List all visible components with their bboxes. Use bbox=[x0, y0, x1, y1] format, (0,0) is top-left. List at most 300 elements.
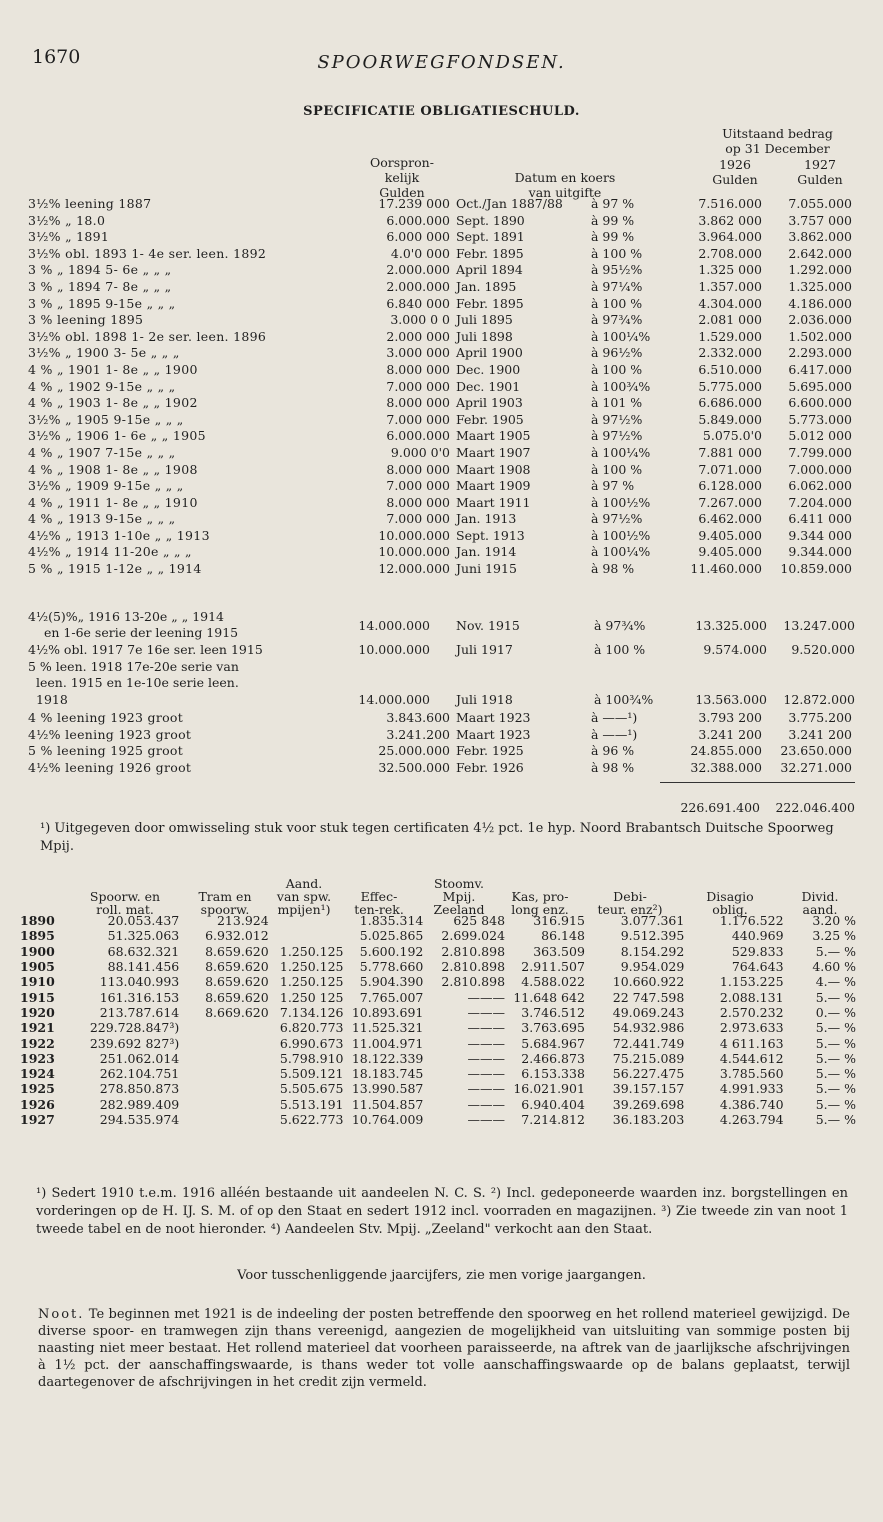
cell-1926: 3.793 200 bbox=[698, 710, 762, 725]
cell-rail: 294.535.974 bbox=[99, 1112, 180, 1127]
footnote-1: ¹) Uitgegeven door omwisseling stuk voor stuk tegen certificaten 4½ pct. 1e hyp. Noord Brabantsch Duitsche Spoorweg Mpij. bbox=[40, 821, 834, 854]
table-row bbox=[20, 974, 860, 989]
table-row bbox=[20, 959, 860, 974]
cell-cash: 6.153.338 bbox=[521, 1066, 585, 1082]
cell-shares: 5.509.121 bbox=[279, 1066, 344, 1082]
cell-original: 32.500.000 bbox=[378, 759, 450, 775]
row-1916-1927: 13.247.000 bbox=[783, 618, 855, 633]
cell-original: 3.241.200 bbox=[386, 726, 450, 742]
cell-shares: 5.505.675 bbox=[279, 1081, 344, 1097]
cell-date: Juni 1915 bbox=[456, 561, 517, 577]
cell-1927: 10.859.000 bbox=[780, 561, 852, 577]
cell-date: Sept. 1913 bbox=[456, 527, 525, 543]
cell-description: 4 % „ 1902 9-15e „ „ „ bbox=[28, 378, 176, 394]
table-row bbox=[28, 196, 858, 213]
t2-header-securities: Effec- ten-rek. bbox=[354, 889, 404, 917]
t2-header-steamship: Stoomv. Mpij. Zeeland bbox=[433, 876, 485, 917]
cell-1926: 24.855.000 bbox=[690, 743, 762, 759]
cell-1927: 1.325.000 bbox=[788, 278, 852, 294]
cell-shares: 7.134.126 bbox=[279, 1004, 344, 1020]
cell-disagio: 4.544.612 bbox=[719, 1050, 784, 1066]
row-1916-original: 14.000.000 bbox=[358, 618, 430, 633]
cell-rate: à ——¹) bbox=[591, 710, 638, 725]
cell-rate: à 100 % bbox=[591, 295, 643, 311]
cell-shares bbox=[273, 913, 348, 928]
page-number: 1670 bbox=[32, 46, 81, 68]
cell-description: 3 % leening 1895 bbox=[28, 312, 144, 328]
cell-description: 4½% leening 1923 groot bbox=[28, 726, 192, 742]
cell-year: 1925 bbox=[20, 1081, 55, 1097]
cell-description: 3 % „ 1894 7- 8e „ „ „ bbox=[28, 278, 172, 294]
cell-cash: 11.648 642 bbox=[513, 989, 585, 1005]
cell-1926: 9.405.000 bbox=[698, 527, 762, 543]
row-1917-1927: 9.520.000 bbox=[791, 642, 855, 657]
cell-tram bbox=[183, 1051, 272, 1066]
cell-steamship: ——— bbox=[467, 989, 506, 1005]
cell-disagio: 1.153.225 bbox=[719, 974, 784, 990]
table-row bbox=[28, 362, 858, 379]
cell-cash: 316.915 bbox=[533, 913, 585, 929]
cell-1927: 9.344 000 bbox=[788, 527, 852, 543]
cell-1927: 5.012 000 bbox=[788, 428, 852, 444]
cell-1927: 3.862.000 bbox=[788, 229, 852, 245]
cell-1927: 32.271.000 bbox=[780, 759, 852, 775]
cell-1926: 3.964.000 bbox=[698, 229, 762, 245]
cell-year: 1921 bbox=[20, 1020, 55, 1036]
cell-cash: 2.466.873 bbox=[521, 1050, 585, 1066]
cell-date: Jan. 1914 bbox=[456, 544, 517, 560]
cell-description: 4½% leening 1926 groot bbox=[28, 759, 192, 775]
note-label: Noot. bbox=[38, 1307, 85, 1322]
cell-1927: 6.600.000 bbox=[788, 395, 852, 411]
cell-1927: 6.417.000 bbox=[788, 361, 852, 377]
cell-disagio: 4 611.163 bbox=[719, 1035, 784, 1051]
cell-1926: 3.862 000 bbox=[698, 212, 762, 228]
cell-description: 4 % „ 1908 1- 8e „ „ 1908 bbox=[28, 461, 198, 477]
cell-rate: à 100 % bbox=[591, 361, 643, 377]
cell-tram: 213.924 bbox=[216, 913, 269, 929]
cell-date: Febr. 1905 bbox=[456, 411, 524, 427]
cell-shares: 1.250.125 bbox=[279, 959, 344, 975]
table-row bbox=[28, 312, 858, 329]
cell-shares: 6.990.673 bbox=[279, 1035, 344, 1051]
cell-1926: 2.708.000 bbox=[698, 245, 762, 261]
row-1916-1926: 13.325.000 bbox=[695, 618, 767, 633]
cell-tram bbox=[183, 1112, 272, 1127]
cell-1926: 2.081 000 bbox=[698, 312, 762, 328]
cell-date: Maart 1911 bbox=[456, 494, 531, 510]
cell-description: 3½% obl. 1898 1- 2e ser. leen. 1896 bbox=[28, 328, 267, 344]
cell-rail: 239.692 827³) bbox=[89, 1035, 180, 1051]
cell-description: 4 % „ 1907 7-15e „ „ „ bbox=[28, 444, 176, 460]
cell-shares: 1.250.125 bbox=[279, 943, 344, 959]
cell-securities: 5.600.192 bbox=[359, 943, 424, 959]
see-previous-note: Voor tusschenliggende jaarcijfers, zie men vorige jaargangen. bbox=[237, 1268, 646, 1283]
cell-1926: 1.325 000 bbox=[698, 262, 762, 278]
cell-1927: 1.292.000 bbox=[788, 262, 852, 278]
cell-rate: à 100½% bbox=[591, 527, 651, 543]
cell-rate: à ——¹) bbox=[591, 726, 638, 742]
cell-date: Maart 1905 bbox=[456, 428, 531, 444]
cell-securities: 5.904.390 bbox=[359, 974, 424, 990]
footnote-2: ¹) Sedert 1910 t.e.m. 1916 alléén bestaande uit aandeelen N. C. S. ²) Incl. gedeponeerde waarden inz. borgstellingen en vorderingen op de H. IJ. S. M. of op den Staat en sedert 1912 incl. voorraden en magazijnen. ³) Zie tweede zin van noot 1 tweede tabel en de noot hieronder. ⁴) Aandeelen Stv. Mpij. „Zeeland" verkocht aan den Staat. bbox=[36, 1186, 848, 1237]
cell-debtors: 39.269.698 bbox=[612, 1096, 685, 1112]
cell-1927: 5.773.000 bbox=[788, 411, 852, 427]
cell-rail: 88.141.456 bbox=[107, 959, 180, 975]
cell-1926: 3.241 200 bbox=[698, 726, 762, 742]
cell-cash: 3.763.695 bbox=[521, 1020, 585, 1036]
cell-1927: 3.757 000 bbox=[788, 212, 852, 228]
table-row bbox=[20, 944, 860, 959]
cell-disagio: 2.570.232 bbox=[719, 1004, 784, 1020]
cell-original: 8.000 000 bbox=[386, 494, 450, 510]
cell-dividend: 3.25 % bbox=[812, 928, 856, 944]
cell-rate: à 99 % bbox=[591, 212, 635, 228]
table-row bbox=[20, 1005, 860, 1020]
cell-tram: 8.659.620 bbox=[205, 943, 269, 959]
cell-1927: 2.642.000 bbox=[788, 245, 852, 261]
cell-year: 1926 bbox=[20, 1096, 55, 1112]
cell-securities: 7.765.007 bbox=[359, 989, 424, 1005]
cell-rail: 20.053.437 bbox=[107, 913, 180, 929]
cell-original: 6.000.000 bbox=[386, 212, 450, 228]
cell-rail: 278.850.873 bbox=[99, 1081, 180, 1097]
bond-debt-table bbox=[28, 196, 858, 578]
table-row bbox=[20, 989, 860, 1004]
cell-original: 25.000.000 bbox=[378, 743, 450, 759]
cell-description: 4 % „ 1911 1- 8e „ „ 1910 bbox=[28, 494, 198, 510]
cell-date: Febr. 1926 bbox=[456, 759, 524, 775]
cell-steamship: 2.810.898 bbox=[441, 974, 506, 990]
cell-1926: 6.128.000 bbox=[698, 478, 762, 494]
cell-dividend: 5.— % bbox=[815, 1035, 856, 1051]
cell-description: 3½% „ 18.0 bbox=[28, 212, 106, 228]
cell-steamship: 2.699.024 bbox=[441, 928, 506, 944]
cell-1926: 6.462.000 bbox=[698, 511, 762, 527]
cell-disagio: 2.973.633 bbox=[719, 1020, 784, 1036]
cell-rate: à 97 % bbox=[591, 478, 635, 494]
row-1917-1926: 9.574.000 bbox=[703, 642, 767, 657]
cell-debtors: 36.183.203 bbox=[612, 1112, 685, 1127]
table-row bbox=[20, 1066, 860, 1081]
table-row bbox=[28, 478, 858, 495]
cell-rate: à 100 % bbox=[591, 461, 643, 477]
t2-header-rail: Spoorw. en roll. mat. bbox=[89, 889, 161, 917]
cell-disagio: 1.176.522 bbox=[719, 913, 784, 929]
cell-tram: 8.669.620 bbox=[205, 1004, 269, 1020]
cell-tram bbox=[183, 1035, 272, 1050]
cell-1926: 5.775.000 bbox=[698, 378, 762, 394]
table-row bbox=[28, 561, 858, 578]
totals-rule bbox=[660, 782, 855, 783]
cell-rate: à 97¼% bbox=[591, 278, 643, 294]
table-row bbox=[28, 246, 858, 263]
cell-steamship: ——— bbox=[467, 1050, 506, 1066]
cell-cash: 5.684.967 bbox=[521, 1035, 585, 1051]
cell-original: 6.840 000 bbox=[386, 295, 450, 311]
cell-year: 1910 bbox=[20, 974, 55, 990]
cell-1927: 3.775.200 bbox=[788, 710, 852, 725]
table-row bbox=[28, 528, 858, 545]
cell-rate: à 100 % bbox=[591, 245, 643, 261]
total-1926: 226.691.400 bbox=[680, 800, 760, 815]
cell-rate: à 100¼% bbox=[591, 328, 651, 344]
cell-description: 3½% „ 1909 9-15e „ „ „ bbox=[28, 478, 184, 494]
cell-debtors: 56.227.475 bbox=[612, 1066, 685, 1082]
cell-disagio: 440.969 bbox=[731, 928, 784, 944]
row-1918-desc-2: leen. 1915 en 1e-10e serie leen. bbox=[36, 675, 239, 690]
cell-description: 5 % leening 1925 groot bbox=[28, 743, 184, 759]
row-1917-rate: à 100 % bbox=[594, 642, 646, 657]
cell-shares: 5.798.910 bbox=[279, 1050, 344, 1066]
cell-debtors: 9.954.029 bbox=[620, 959, 685, 975]
cell-securities: 11.504.857 bbox=[351, 1096, 424, 1112]
cell-date: Dec. 1901 bbox=[456, 378, 521, 394]
cell-rail: 251.062.014 bbox=[99, 1050, 180, 1066]
cell-1927: 2.036.000 bbox=[788, 312, 852, 328]
cell-rate: à 100¼% bbox=[591, 544, 651, 560]
cell-dividend: 0.— % bbox=[815, 1004, 856, 1020]
table-row bbox=[28, 412, 858, 429]
cell-debtors: 39.157.157 bbox=[612, 1081, 685, 1097]
cell-dividend: 5.— % bbox=[815, 1081, 856, 1097]
cell-1926: 7.516.000 bbox=[698, 196, 762, 211]
cell-1926: 32.388.000 bbox=[690, 759, 762, 775]
cell-cash: 86.148 bbox=[541, 928, 585, 944]
cell-cash: 16.021.901 bbox=[513, 1081, 585, 1097]
cell-description: 3 % „ 1894 5- 6e „ „ „ bbox=[28, 262, 172, 278]
table-row bbox=[28, 279, 858, 296]
cell-1927: 6.062.000 bbox=[788, 478, 852, 494]
table-row bbox=[20, 1035, 860, 1050]
cell-original: 10.000.000 bbox=[378, 544, 450, 560]
cell-dividend: 5.— % bbox=[815, 1066, 856, 1082]
table-row bbox=[20, 1081, 860, 1096]
cell-date: Sept. 1891 bbox=[456, 229, 525, 245]
table-row bbox=[28, 229, 858, 246]
cell-1926: 6.510.000 bbox=[698, 361, 762, 377]
note-text: Te beginnen met 1921 is de indeeling der posten betreffende den spoorweg en het rollend materieel gewijzigd. De diverse spoor- en tramwegen zijn thans vereenigd, aangezien de mogelijkheid van uitsluiting van sommige posten bij naasting niet meer bestaat. Het rollend materieel dat voorheen paraisseerde, na aftrek van de jaarlijksche afschrijvingen à 1½ pct. der aanschaffingswaarde, is thans weder tot volle aanschaffingswaarde op de balans geplaatst, terwijl daartegenover de afschrijvingen in het credit zijn vermeld. bbox=[38, 1307, 850, 1390]
cell-year: 1923 bbox=[20, 1050, 55, 1066]
cell-1927: 2.293.000 bbox=[788, 345, 852, 361]
cell-cash: 3.746.512 bbox=[521, 1004, 585, 1020]
cell-description: 3½% „ 1891 bbox=[28, 229, 110, 245]
cell-date: Maart 1909 bbox=[456, 478, 531, 494]
section-title: SPECIFICATIE OBLIGATIESCHULD. bbox=[303, 104, 580, 119]
cell-rate: à 98 % bbox=[591, 561, 635, 577]
table-row bbox=[28, 462, 858, 479]
cell-securities: 11.004.971 bbox=[351, 1035, 424, 1051]
cell-debtors: 8.154.292 bbox=[620, 943, 685, 959]
cell-cash: 363.509 bbox=[533, 943, 585, 959]
cell-rate: à 101 % bbox=[591, 395, 643, 411]
cell-cash: 2.911.507 bbox=[521, 959, 585, 975]
cell-1927: 7.799.000 bbox=[788, 444, 852, 460]
cell-original: 7.000 000 bbox=[386, 411, 450, 427]
cell-shares: 1.250.125 bbox=[279, 974, 344, 990]
cell-1927: 6.411 000 bbox=[788, 511, 852, 527]
cell-tram bbox=[183, 1020, 272, 1035]
cell-1927: 7.000.000 bbox=[788, 461, 852, 477]
cell-original: 7.000 000 bbox=[386, 478, 450, 494]
cell-tram bbox=[183, 1097, 272, 1112]
header-outstanding: Uitstaand bedrag op 31 December bbox=[722, 126, 833, 156]
cell-shares: 1.250 125 bbox=[279, 989, 344, 1005]
table-row bbox=[28, 445, 858, 462]
cell-dividend: 5.— % bbox=[815, 943, 856, 959]
cell-securities: 5.778.660 bbox=[359, 959, 424, 975]
cell-debtors: 10.660.922 bbox=[612, 974, 685, 990]
t2-header-dividend: Divid. aand. bbox=[801, 889, 839, 917]
table-row bbox=[28, 511, 858, 528]
cell-shares bbox=[273, 928, 348, 943]
cell-1927: 5.695.000 bbox=[788, 378, 852, 394]
cell-date: Dec. 1900 bbox=[456, 361, 521, 377]
cell-1927: 4.186.000 bbox=[788, 295, 852, 311]
cell-1927: 9.344.000 bbox=[788, 544, 852, 560]
cell-original: 2.000.000 bbox=[386, 278, 450, 294]
cell-disagio: 3.785.560 bbox=[719, 1066, 784, 1082]
cell-1926: 1.357.000 bbox=[698, 278, 762, 294]
table-row bbox=[20, 913, 860, 928]
cell-year: 1920 bbox=[20, 1004, 55, 1020]
cell-steamship: ——— bbox=[467, 1081, 506, 1097]
cell-cash: 6.940.404 bbox=[521, 1096, 585, 1112]
cell-securities: 10.764.009 bbox=[351, 1112, 424, 1127]
cell-original: 7.000 000 bbox=[386, 511, 450, 527]
cell-year: 1895 bbox=[20, 928, 55, 944]
row-1917-date: Juli 1917 bbox=[456, 642, 513, 657]
cell-1926: 7.881 000 bbox=[698, 444, 762, 460]
table-row bbox=[28, 710, 858, 727]
cell-date: Maart 1923 bbox=[456, 710, 531, 725]
cell-date: Sept. 1890 bbox=[456, 212, 525, 228]
cell-rail: 113.040.993 bbox=[99, 974, 180, 990]
table-row bbox=[28, 727, 858, 744]
table-row bbox=[28, 329, 858, 346]
cell-original: 8.000 000 bbox=[386, 461, 450, 477]
cell-1926: 4.304.000 bbox=[698, 295, 762, 311]
table-row bbox=[28, 213, 858, 230]
cell-1927: 3.241 200 bbox=[788, 726, 852, 742]
cell-dividend: 4.60 % bbox=[812, 959, 856, 975]
cell-1927: 7.204.000 bbox=[788, 494, 852, 510]
cell-tram: 8.659.620 bbox=[205, 989, 269, 1005]
table-row bbox=[20, 1097, 860, 1112]
table-row bbox=[28, 395, 858, 412]
cell-securities: 10.893.691 bbox=[351, 1004, 424, 1020]
cell-description: 4 % „ 1913 9-15e „ „ „ bbox=[28, 511, 176, 527]
header-1926: 1926 Gulden bbox=[712, 157, 758, 187]
table-row bbox=[28, 544, 858, 561]
row-1916-rate: à 97¾% bbox=[594, 618, 646, 633]
cell-debtors: 3.077.361 bbox=[620, 913, 685, 929]
cell-description: 3½% „ 1905 9-15e „ „ „ bbox=[28, 411, 184, 427]
header-original: Oorspron- kelijk Gulden bbox=[370, 155, 434, 200]
cell-1926: 5.075.0'0 bbox=[702, 428, 762, 444]
cell-original: 9.000 0'0 bbox=[390, 444, 450, 460]
cell-dividend: 5.— % bbox=[815, 1020, 856, 1036]
cell-debtors: 54.932.986 bbox=[612, 1020, 685, 1036]
table-row bbox=[28, 760, 858, 777]
cell-date: Jan. 1895 bbox=[456, 278, 517, 294]
cell-original: 17.239 000 bbox=[378, 196, 450, 211]
cell-steamship: 625 848 bbox=[453, 913, 506, 929]
cell-description: 4 % leening 1923 groot bbox=[28, 710, 184, 725]
cell-tram bbox=[183, 1081, 272, 1096]
cell-original: 2.000 000 bbox=[386, 328, 450, 344]
cell-rate: à 98 % bbox=[591, 759, 635, 775]
cell-original: 3.000 000 bbox=[386, 345, 450, 361]
cell-description: 3 % „ 1895 9-15e „ „ „ bbox=[28, 295, 176, 311]
row-1918-1926: 13.563.000 bbox=[695, 692, 767, 707]
cell-original: 4.0'0 000 bbox=[390, 245, 450, 261]
cell-rate: à 96 % bbox=[591, 743, 635, 759]
cell-1926: 6.686.000 bbox=[698, 395, 762, 411]
t2-header-tram: Tram en spoorw. bbox=[198, 889, 252, 917]
cell-disagio: 764.643 bbox=[731, 959, 784, 975]
cell-original: 3.843.600 bbox=[386, 710, 450, 725]
t2-header-cash: Kas, pro- long enz. bbox=[511, 889, 569, 917]
cell-1927: 1.502.000 bbox=[788, 328, 852, 344]
cell-disagio: 2.088.131 bbox=[719, 989, 784, 1005]
row-1916-desc-1: 4½(5)%„ 1916 13-20e „ „ 1914 bbox=[28, 609, 225, 624]
cell-shares: 6.820.773 bbox=[279, 1020, 344, 1036]
table-row bbox=[28, 262, 858, 279]
cell-year: 1905 bbox=[20, 959, 55, 975]
running-title: SPOORWEGFONDSEN. bbox=[317, 52, 566, 73]
header-date-rate: Datum en koers van uitgifte bbox=[514, 170, 616, 200]
cell-1927: 7.055.000 bbox=[788, 196, 852, 211]
table-row bbox=[28, 428, 858, 445]
cell-year: 1922 bbox=[20, 1035, 55, 1051]
cell-date: Maart 1923 bbox=[456, 726, 531, 742]
table-row bbox=[20, 1051, 860, 1066]
cell-1926: 11.460.000 bbox=[690, 561, 762, 577]
cell-date: April 1903 bbox=[456, 395, 523, 411]
cell-1926: 9.405.000 bbox=[698, 544, 762, 560]
table-row bbox=[20, 1020, 860, 1035]
cell-date: Maart 1908 bbox=[456, 461, 531, 477]
cell-rail: 51.325.063 bbox=[107, 928, 180, 944]
cell-description: 3½% obl. 1893 1- 4e ser. leen. 1892 bbox=[28, 245, 267, 261]
cell-rate: à 100¼% bbox=[591, 444, 651, 460]
total-1927: 222.046.400 bbox=[775, 800, 855, 815]
cell-dividend: 5.— % bbox=[815, 989, 856, 1005]
cell-shares: 5.513.191 bbox=[279, 1096, 344, 1112]
cell-debtors: 72.441.749 bbox=[612, 1035, 685, 1051]
cell-rate: à 97½% bbox=[591, 511, 643, 527]
cell-dividend: 5.— % bbox=[815, 1096, 856, 1112]
cell-securities: 11.525.321 bbox=[351, 1020, 424, 1036]
row-1916-date: Nov. 1915 bbox=[456, 618, 520, 633]
cell-dividend: 5.— % bbox=[815, 1112, 856, 1127]
cell-securities: 1.835.314 bbox=[359, 913, 424, 929]
cell-date: April 1900 bbox=[456, 345, 523, 361]
cell-steamship: 2.810.898 bbox=[441, 943, 506, 959]
cell-1926: 7.071.000 bbox=[698, 461, 762, 477]
cell-year: 1915 bbox=[20, 989, 55, 1005]
cell-disagio: 4.386.740 bbox=[719, 1096, 784, 1112]
t2-header-disagio: Disagio oblig. bbox=[706, 889, 754, 917]
cell-original: 7.000 000 bbox=[386, 378, 450, 394]
cell-original: 6.000 000 bbox=[386, 229, 450, 245]
cell-1926: 2.332.000 bbox=[698, 345, 762, 361]
cell-original: 3.000 0 0 bbox=[390, 312, 450, 328]
row-1917-desc: 4½% obl. 1917 7e 16e ser. leen 1915 bbox=[28, 642, 263, 657]
cell-rate: à 100½% bbox=[591, 494, 651, 510]
cell-rate: à 99 % bbox=[591, 229, 635, 245]
